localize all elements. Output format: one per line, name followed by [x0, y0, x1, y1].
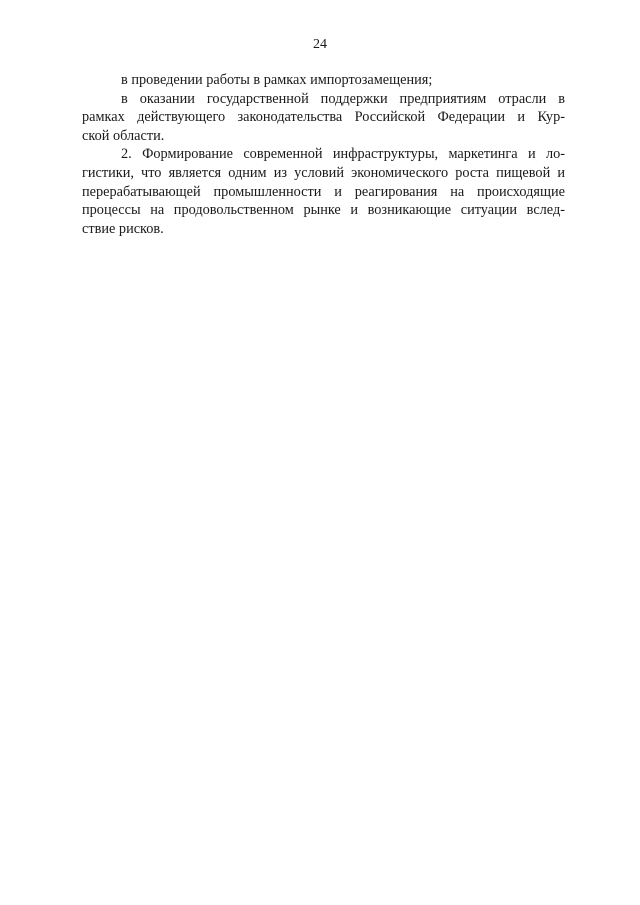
page-number: 24 — [313, 37, 327, 52]
paragraph-line: в проведении работы в рамках импортозамещения; — [121, 72, 433, 88]
paragraph-line: рамках действующего законодательства Российской Федерации и Кур- — [82, 109, 565, 126]
paragraph-infrastructure — [82, 145, 565, 238]
paragraph-line: перерабатывающей промышленности и реагирования на происходящие — [82, 183, 565, 200]
paragraph-line: процессы на продовольственном рынке и возникающие ситуации вслед- — [82, 202, 565, 219]
paragraph-line: ствие рисков. — [82, 220, 164, 237]
paragraph-line: 2. Формирование современной инфраструктуры, маркетинга и ло- — [121, 146, 565, 163]
paragraph-line: гистики, что является одним из условий экономического роста пищевой и — [82, 164, 565, 181]
document-body — [82, 71, 565, 238]
paragraph-state-support — [82, 90, 565, 146]
paragraph-line: ской области. — [82, 127, 165, 144]
paragraph-import-substitution — [82, 71, 565, 90]
paragraph-line: в оказании государственной поддержки предприятиям отрасли в — [121, 90, 565, 107]
